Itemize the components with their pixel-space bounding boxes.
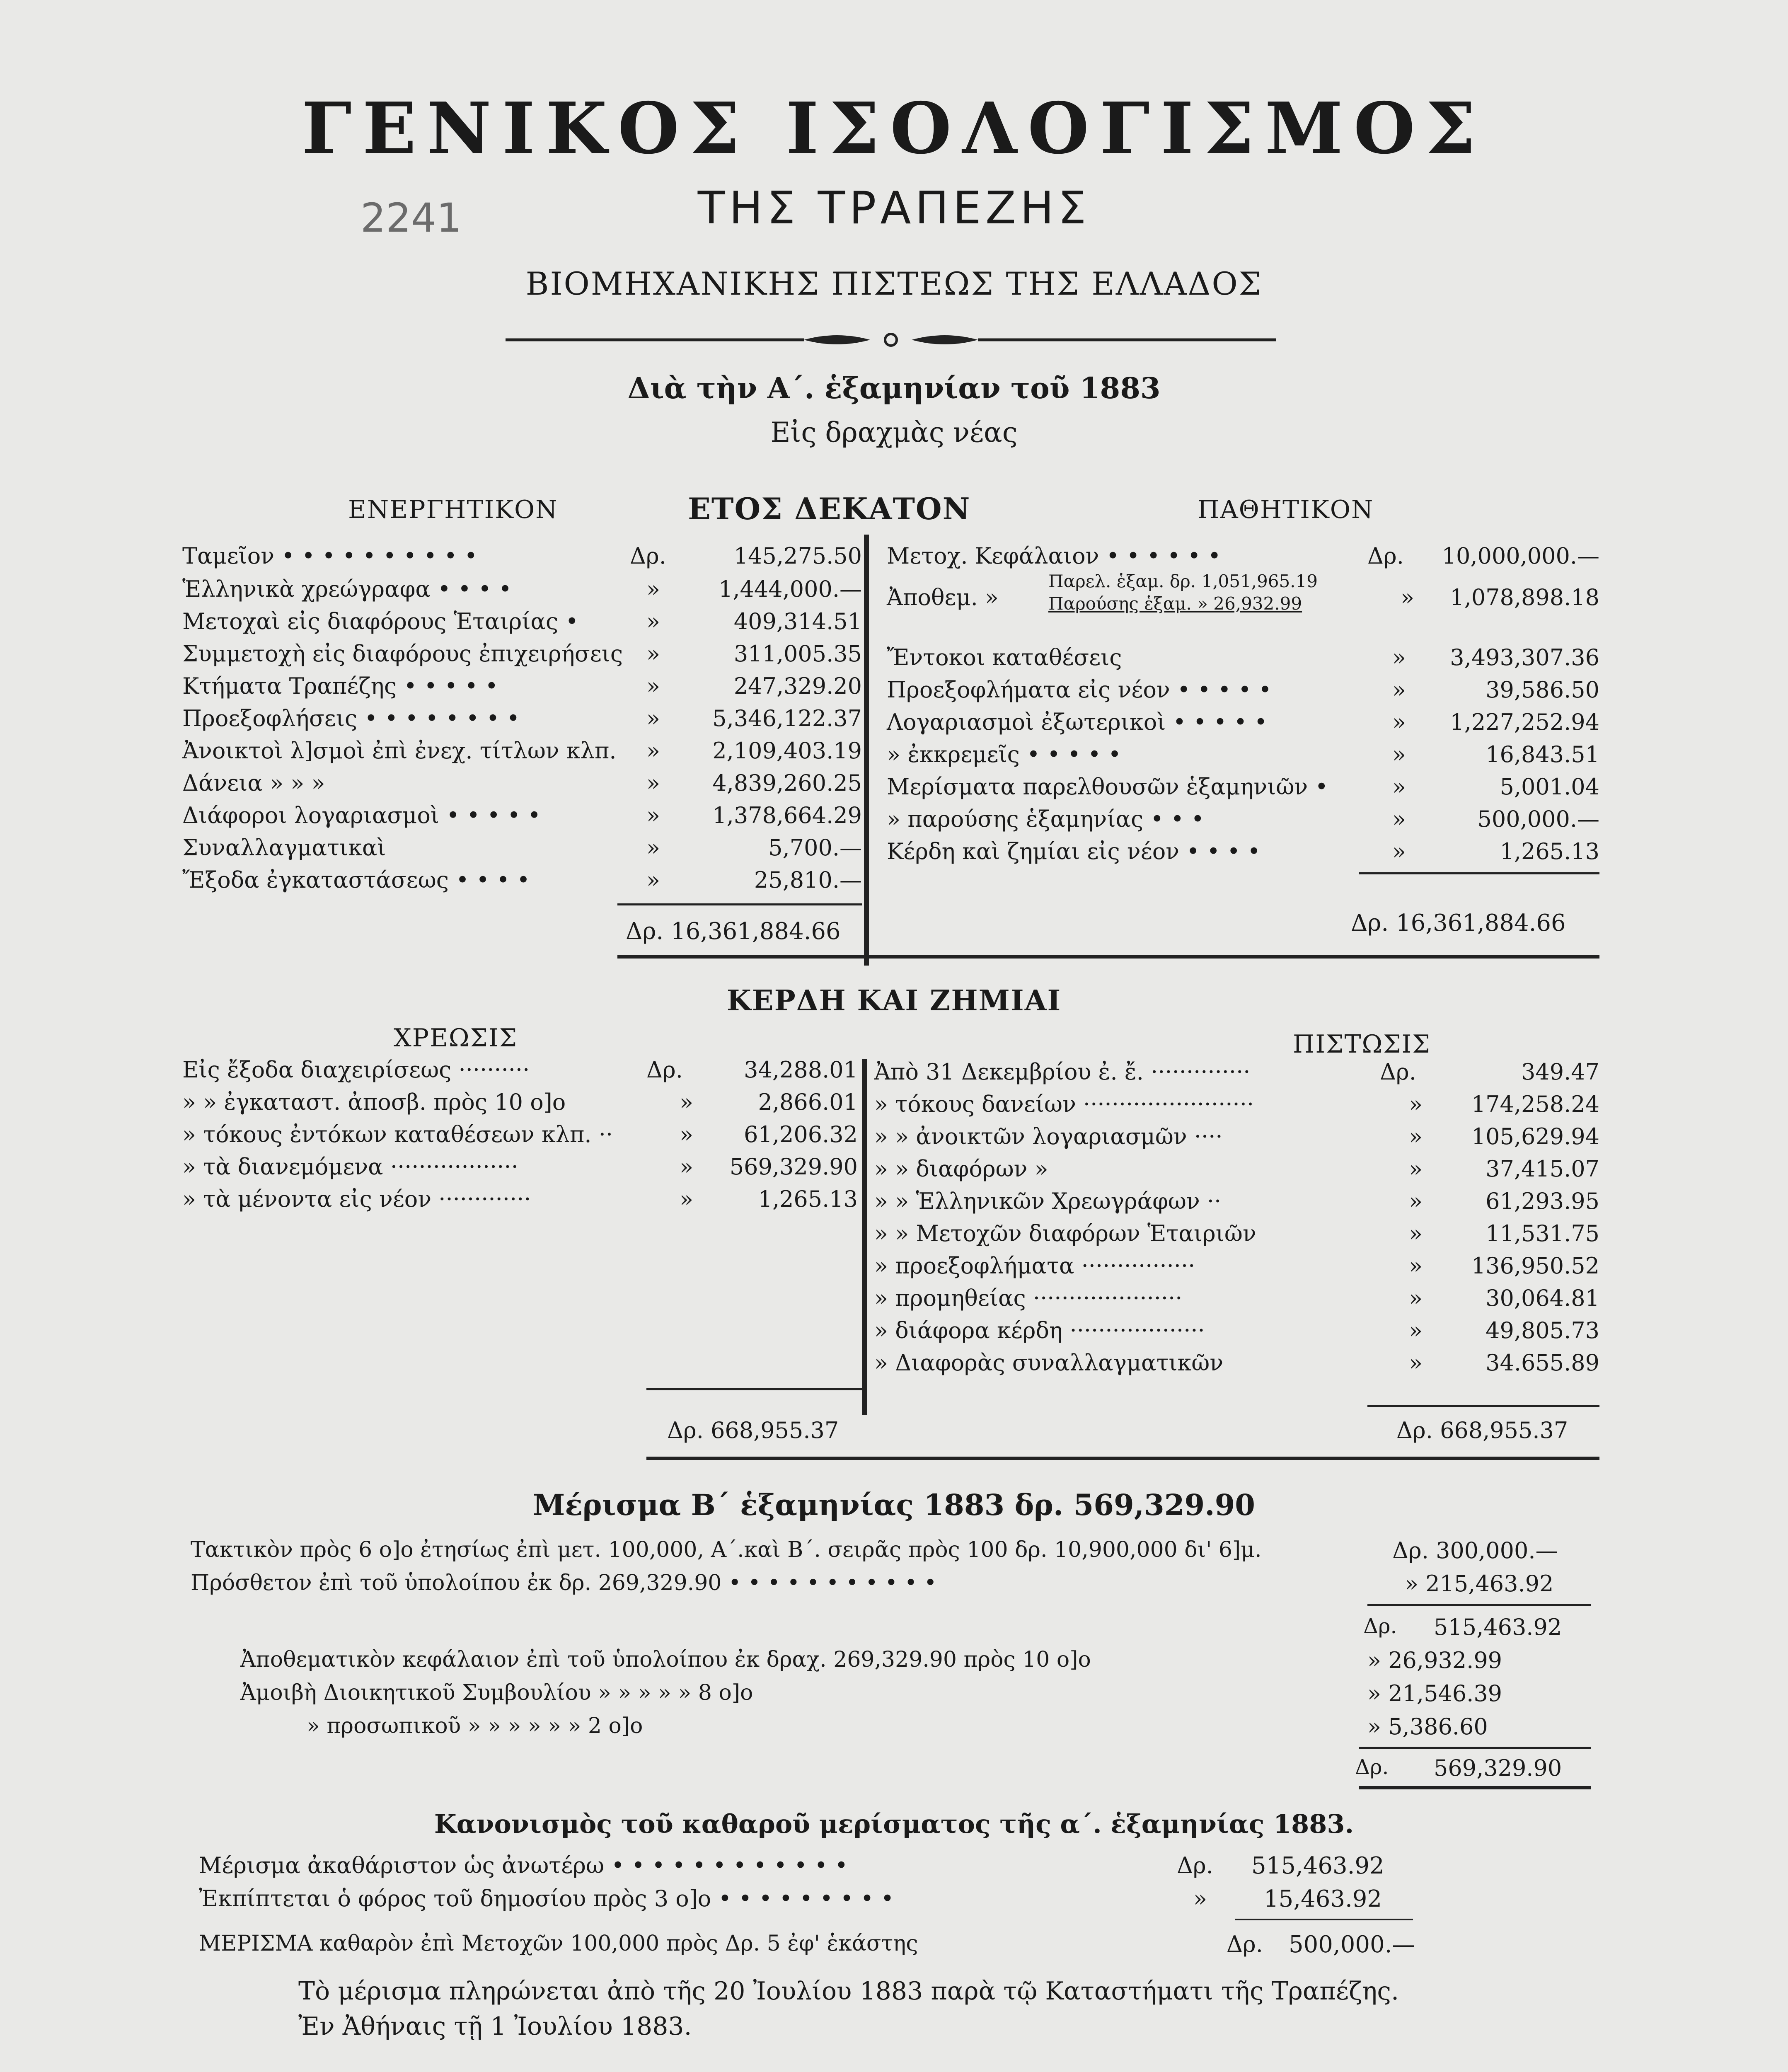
allocation-board: Ἀμοιβὴ Διοικητικοῦ Συμβουλίου » » » » » 8 ο]ο — [240, 1680, 753, 1705]
period-line: Διὰ τὴν Α΄. ἑξαμηνίαν τοῦ 1883 — [627, 371, 1161, 405]
net-result-label: ΜΕΡΙΣΜΑ καθαρὸν ἐπὶ Μετοχῶν 100,000 πρὸς Δρ. 5 ἐφ' ἑκάστης — [199, 1931, 918, 1956]
net-line-tax-mark: » — [1193, 1886, 1207, 1912]
allocation-staff-amount: » 5,386.60 — [1367, 1714, 1488, 1740]
net-result-amount: 500,000.— — [1289, 1931, 1415, 1958]
year-heading: ΕΤΟΣ ΔΕΚΑΤΟΝ — [688, 491, 971, 526]
pnl-divider — [862, 1059, 867, 1415]
balance-divider — [864, 535, 869, 966]
net-result-mark: Δρ. — [1227, 1931, 1263, 1957]
credit-heading: ΠΙΣΤΩΣΙΣ — [1293, 1030, 1431, 1059]
net-line-gross: Μέρισμα ἀκαθάριστον ὡς ἀνωτέρω • • • • • • • • • • • • — [199, 1852, 848, 1878]
ornament-divider — [506, 327, 1276, 352]
reserve-detail-current: Παρούσης ἑξαμ. » 26,932.99 — [1048, 593, 1302, 614]
document-subtitle: ΤΗΣ ΤΡΑΠΕΖΗΣ — [697, 182, 1091, 234]
liabilities-total-rule — [1359, 872, 1599, 874]
credit-total: Δρ. 668,955.37 — [1396, 1417, 1568, 1443]
allocation-reserve: Ἀποθεματικὸν κεφάλαιον ἐπὶ τοῦ ὑπολοίπου ἐκ δραχ. 269,329.90 πρὸς 10 ο]ο — [240, 1647, 1091, 1672]
dividend-total-rule-bottom — [1359, 1786, 1591, 1789]
assets-heading: ΕΝΕΡΓΗΤΙΚΟΝ — [348, 495, 558, 524]
dividend-subtotal: 515,463.92 — [1434, 1614, 1562, 1640]
net-line-gross-mark: Δρ. — [1177, 1852, 1213, 1878]
allocation-staff: » προσωπικοῦ » » » » » » 2 ο]ο — [307, 1714, 643, 1738]
archive-stamp-number: 2241 — [361, 195, 462, 241]
allocation-reserve-amount: » 26,932.99 — [1367, 1647, 1503, 1673]
debit-heading: ΧΡΕΩΣΙΣ — [394, 1024, 518, 1053]
payment-note: Τὸ μέρισμα πληρώνεται ἀπὸ τῆς 20 Ἰουλίου 1883 παρὰ τῷ Καταστήματι τῆς Τραπέζης. — [298, 1977, 1399, 2006]
dividend-subtotal-rule — [1367, 1604, 1591, 1606]
pnl-heading: ΚΕΡΔΗ ΚΑΙ ΖΗΜΙΑΙ — [726, 984, 1062, 1017]
net-line-tax-amount: 15,463.92 — [1264, 1886, 1382, 1912]
credit-total-rule — [1367, 1405, 1599, 1407]
dividend-heading: Μέρισμα Β΄ ἑξαμηνίας 1883 δρ. 569,329.90 — [533, 1488, 1255, 1522]
liabilities-total: Δρ. 16,361,884.66 — [1351, 910, 1566, 937]
net-line-tax: Ἐκπίπτεται ὁ φόρος τοῦ δημοσίου πρὸς 3 ο]ο • • • • • • • • • — [199, 1886, 894, 1912]
currency-line: Εἰς δραχμὰς νέας — [770, 416, 1018, 448]
dividend-total-mark: Δρ. — [1355, 1755, 1389, 1779]
dividend-total: 569,329.90 — [1434, 1755, 1562, 1781]
allocation-board-amount: » 21,546.39 — [1367, 1680, 1503, 1706]
debit-total: Δρ. 668,955.37 — [667, 1417, 839, 1443]
dividend-subtotal-mark: Δρ. — [1363, 1614, 1397, 1638]
place-date: Ἐν Ἀθήναις τῇ 1 Ἰουλίου 1883. — [298, 2012, 692, 2041]
dividend-line-regular-amount: Δρ. 300,000.— — [1392, 1537, 1558, 1564]
pnl-bottom-rule — [646, 1457, 1599, 1460]
reserve-detail-previous: Παρελ. ἑξαμ. δρ. 1,051,965.19 — [1048, 571, 1318, 591]
dividend-line-additional: Πρόσθετον ἐπὶ τοῦ ὑπολοίπου ἐκ δρ. 269,329.90 • • • • • • • • • • • — [191, 1571, 937, 1595]
document-title: ΓΕΝΙΚΟΣ ΙΣΟΛΟΓΙΣΜΟΣ — [301, 87, 1487, 170]
bank-name: ΒΙΟΜΗΧΑΝΙΚΗΣ ΠΙΣΤΕΩΣ ΤΗΣ ΕΛΛΑΔΟΣ — [525, 265, 1263, 302]
dividend-total-rule-top — [1359, 1747, 1591, 1749]
balance-bottom-rule — [617, 955, 1599, 959]
debit-total-rule — [646, 1388, 862, 1390]
dividend-line-additional-amount: » 215,463.92 — [1405, 1571, 1554, 1597]
dividend-line-regular: Τακτικὸν πρὸς 6 ο]ο ἐτησίως ἐπὶ μετ. 100,000, Α΄.καὶ Β΄. σειρᾶς πρὸς 100 δρ. 10,900,000 δι' 6]μ. — [191, 1537, 1262, 1562]
balance-sheet-page: 2241 ΓΕΝΙΚΟΣ ΙΣΟΛΟΓΙΣΜΟΣ ΤΗΣ ΤΡΑΠΕΖΗΣ ΒΙΟΜΗΧΑΝΙΚΗΣ ΠΙΣΤΕΩΣ ΤΗΣ ΕΛΛΑΔΟΣ Διὰ τὴν Α΄. ἑξαμηνίαν τοῦ 1883 Εἰς δραχμὰς νέας ΕΝΕΡΓΗΤΙΚΟΝ ΕΤΟΣ ΔΕΚΑΤΟΝ ΠΑΘΗΤΙΚΟΝ Ταμεῖον • • • • • • • • • • Δρ. 145,275.50 Ἑλληνικὰ χρεώγραφα • • • • » 1,444,000.— Μετοχαὶ εἰς διαφόρους Ἑταιρίας • » 409,314.51 Συμμετοχὴ εἰς διαφόρους ἐπιχειρήσεις » 311,005.35 Κτήματα Τραπέζης • • • • • » 247,329.20 Προεξοφλήσεις • • • • • • • • » 5,346,122.37 Ἀνοικτοὶ λ]σμοὶ ἐπὶ ἐνεχ. τίτλων κλπ. » 2,109,403.19 Δάνεια » » » » 4,839,260.25 Διάφοροι λογαριασμοὶ • • • • • » 1,378,664.29 Συναλλαγματικαὶ » 5,700.— Ἔξοδα ἐγκαταστάσεως • • • • » 25,810.— Δρ. 16,361,884.66 Μετοχ. Κεφάλαιον • • • • • • Δρ. 10,000,000.— Ἀποθεμ. » » 1,078,898.18 Ἔντοκοι καταθέσεις » 3,493,307.36 Προεξοφλήματα εἰς νέον • • • • • » 39,586.50 Λογαριασμοὶ ἐξωτερικοὶ • • • • • » 1,227,252.94 » ἐκκρεμεῖς • • • • • » 16,843.51 Μερίσματα παρελθουσῶν ἑξαμηνιῶν • » 5,001.04 » παρούσης ἑξαμηνίας • • • » 500,000.— Κέρδη καὶ ζημίαι εἰς νέον • • • • » 1,265.13 Παρελ. ἑξαμ. δρ. 1,051,965.19 Παρούσης ἑξαμ. » 26,932.99 Δρ. 16,361,884.66 ΚΕΡΔΗ ΚΑΙ ΖΗΜΙΑΙ ΧΡΕΩΣΙΣ ΠΙΣΤΩΣΙΣ Εἰς ἔξοδα διαχειρίσεως ·········· Δρ. 34,288.01 » » ἐγκαταστ. ἀποσβ. πρὸς 10 ο]ο » 2,866.01 » τόκους ἐντόκων καταθέσεων κλπ. ·· » 61,206.32 » τὰ διανεμόμενα ·················· » 569,329.90 » τὰ μένοντα εἰς νέον ············· » 1,265.13 Δρ. 668,955.37 Ἀπὸ 31 Δεκεμβρίου ἐ. ἔ. ·············· Δρ. 349.47 » τόκους δανείων ························ » 174,258.24 » » ἀνοικτῶν λογαριασμῶν ···· » 105,629.94 » » διαφόρων » » 37,415.07 » » Ἑλληνικῶν Χρεωγράφων ·· » 61,293.95 » » Μετοχῶν διαφόρων Ἑταιριῶν » 11,531.75 » προεξοφλήματα ················ » 136,950.52 » προμηθείας ····················· » 30,064.81 » διάφορα κέρδη ··················· » 49,805.73 » Διαφορὰς συναλλαγματικῶν » 34.655.89 Δρ. 668,955.37 Μέρισμα Β΄ ἑξαμηνίας 1883 δρ. 569,329.90 Τακτικὸν πρὸς 6 ο]ο ἐτησίως ἐπὶ μετ. 100,000, Α΄.καὶ Β΄. σειρᾶς πρὸς 100 δρ. 10,900,000 δι' 6]μ. Δρ. 300,000.— Πρόσθετον ἐπὶ τοῦ ὑπολοίπου ἐκ δρ. 269,329.90 • • • • • • • • • • • » 215,463.92 Δρ. 515,463.92 Ἀποθεματικὸν κεφάλαιον ἐπὶ τοῦ ὑπολοίπου ἐκ δραχ. 269,329.90 πρὸς 10 ο]ο » 26,932.99 Ἀμοιβὴ Διοικητικοῦ Συμβουλίου » » » » » 8 ο]ο » 21,546.39 » προσωπικοῦ » » » » » » 2 ο]ο » 5,386.60 Δρ. 569,329.90 Κανονισμὸς τοῦ καθαροῦ μερίσματος τῆς α΄. ἑξαμηνίας 1883. Μέρισμα ἀκαθάριστον ὡς ἀνωτέρω • • • • • • • • • • • • Δρ. 515,463.92 Ἐκπίπτεται ὁ φόρος τοῦ δημοσίου πρὸς 3 ο]ο • • • • • • • • • » 15,463.92 ΜΕΡΙΣΜΑ καθαρὸν ἐπὶ Μετοχῶν 100,000 πρὸς Δρ. 5 ἐφ' ἑκάστης Δρ. 500,000.— Τὸ μέρισμα πληρώνεται ἀπὸ τῆς 20 Ἰουλίου 1883 παρὰ τῷ Καταστήματι τῆς Τραπέζης. Ἐν Ἀθήναις τῇ 1 Ἰουλίου 1883. — [0, 0, 1788, 2072]
net-line-gross-amount: 515,463.92 — [1251, 1852, 1384, 1879]
assets-total: Δρ. 16,361,884.66 — [626, 918, 841, 945]
liabilities-heading: ΠΑΘΗΤΙΚΟΝ — [1198, 495, 1374, 524]
assets-total-rule — [617, 903, 862, 905]
net-heading: Κανονισμὸς τοῦ καθαροῦ μερίσματος τῆς α΄. ἑξαμηνίας 1883. — [434, 1809, 1354, 1839]
net-rule — [1235, 1919, 1413, 1920]
